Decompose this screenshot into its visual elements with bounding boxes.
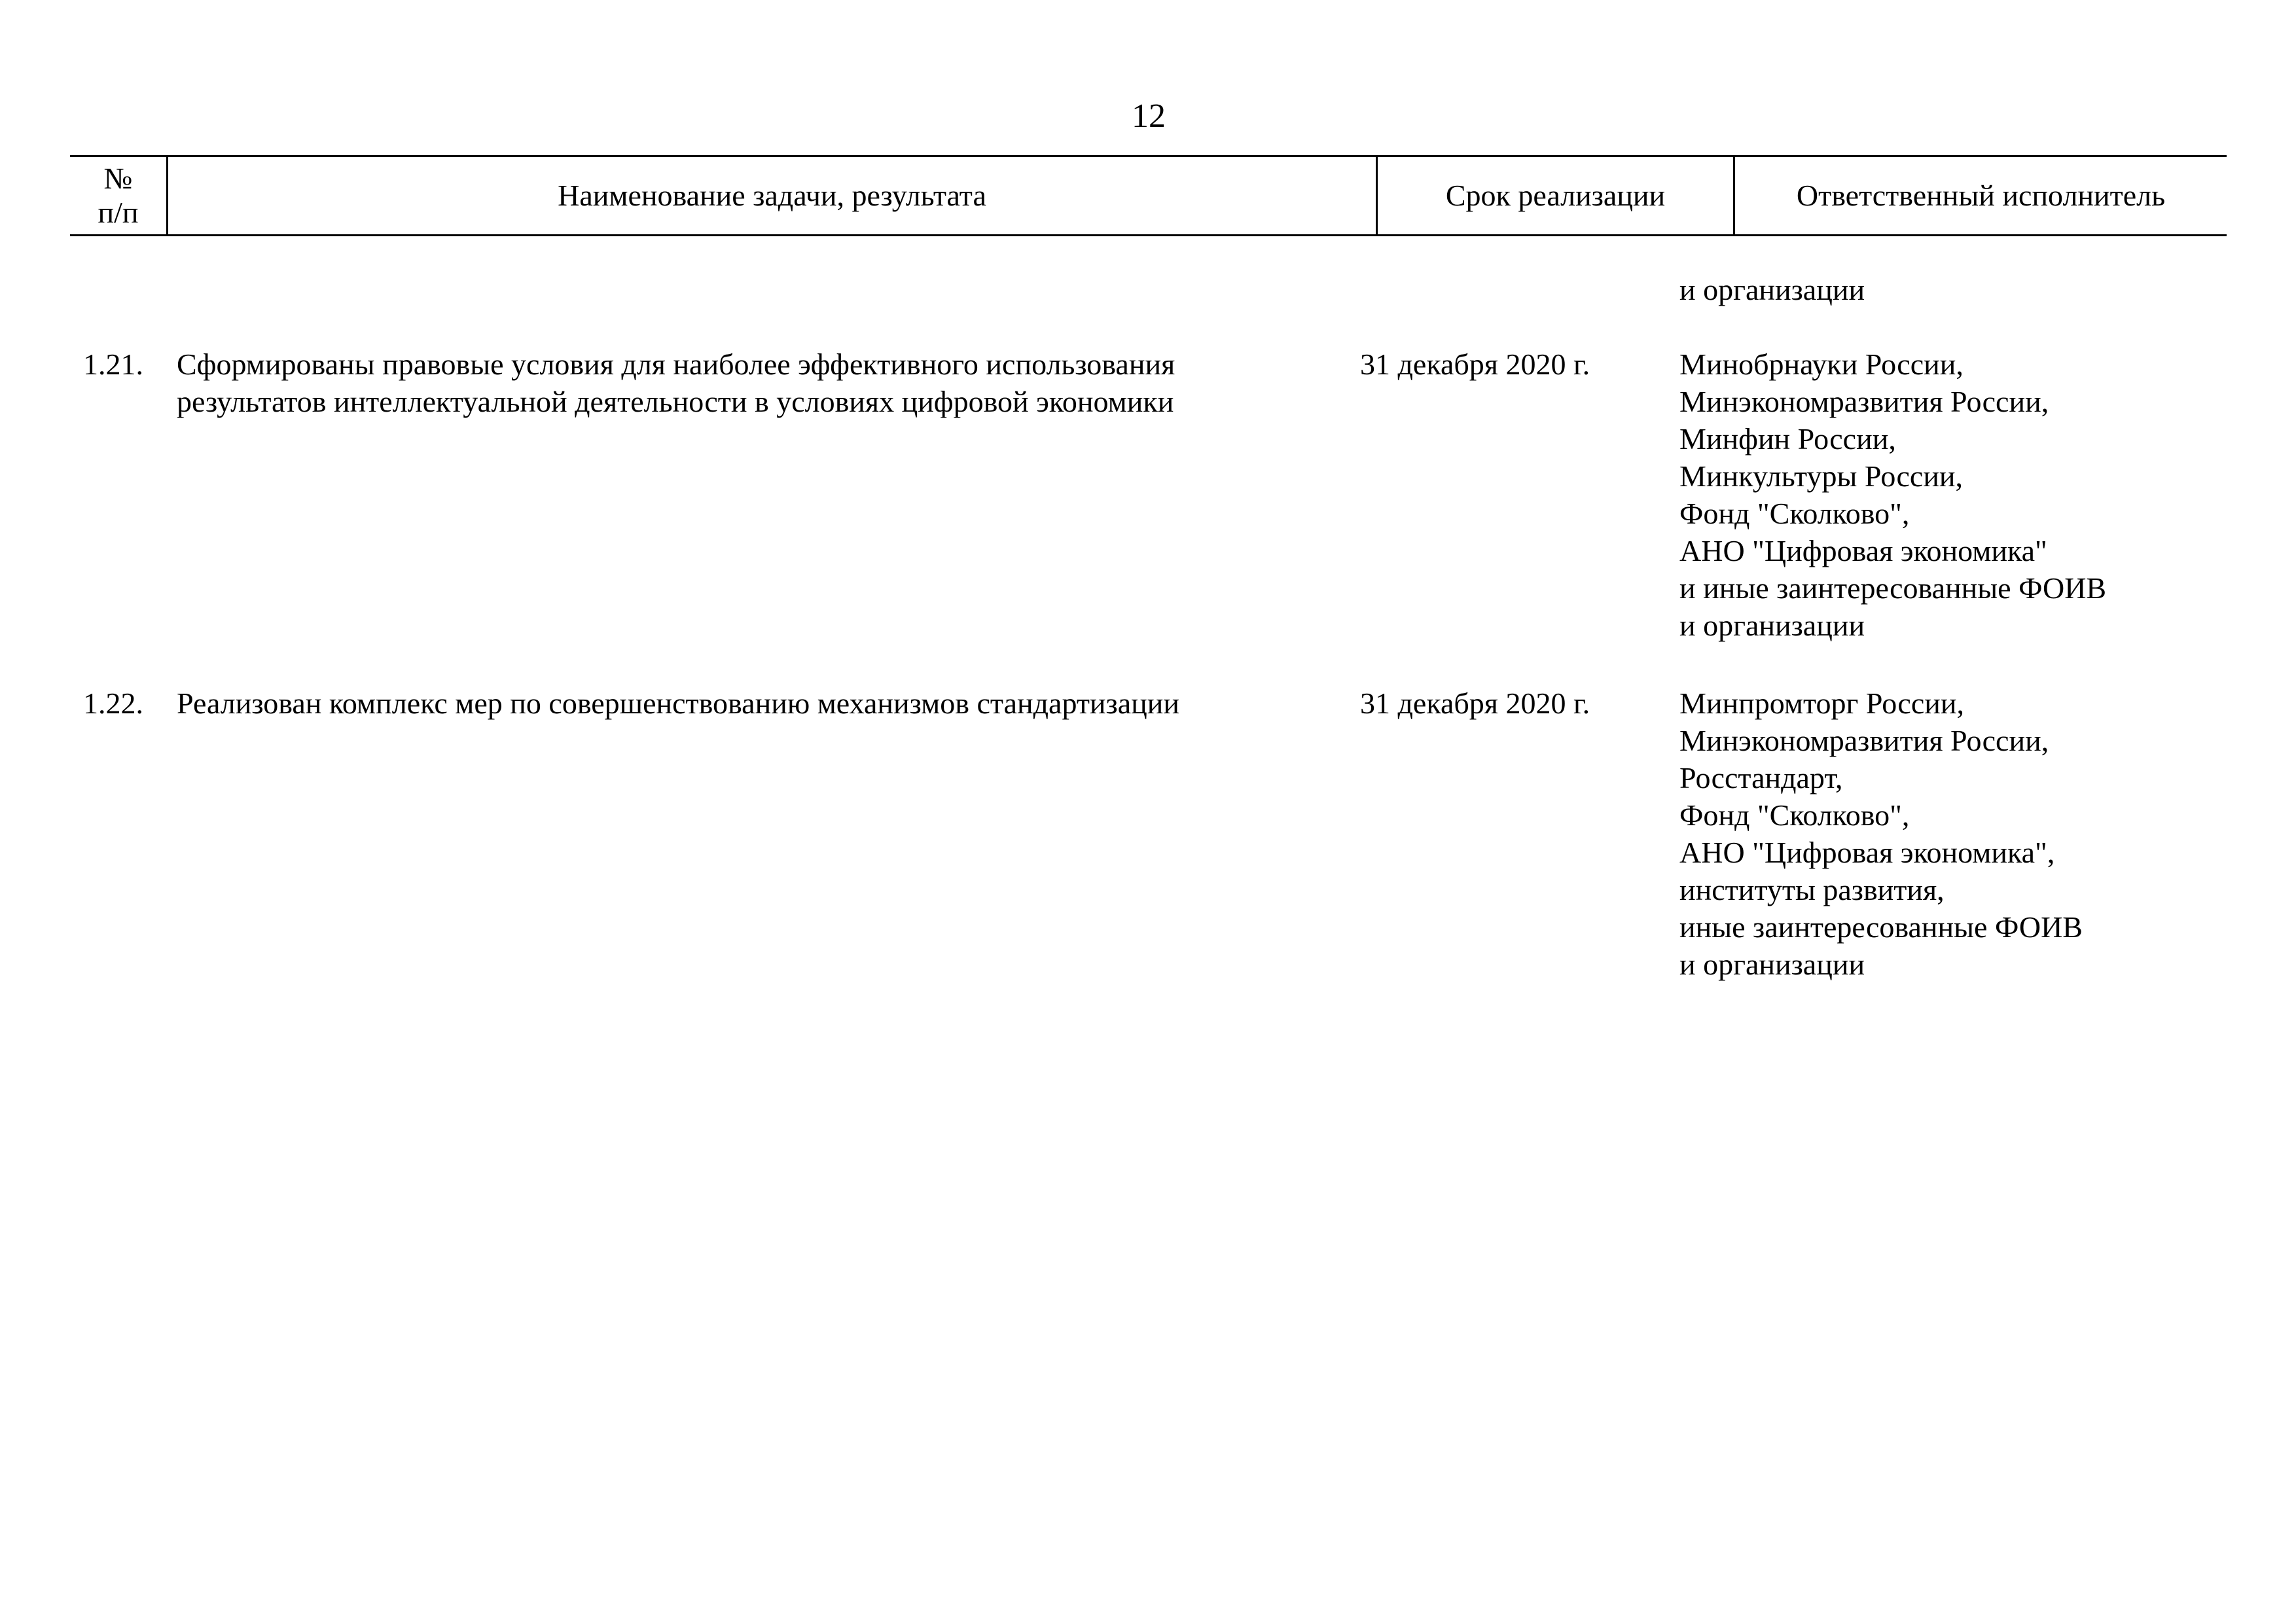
row-number: 1.21. [83, 348, 143, 381]
responsible-line: иные заинтересованные ФОИВ [1679, 910, 2083, 944]
responsible-line: Минэкономразвития России, [1679, 724, 2049, 757]
responsible-line: Фонд "Сколково", [1679, 798, 1910, 832]
page-number: 12 [1132, 98, 1166, 135]
row-task [177, 685, 1179, 722]
continuation-responsible [1679, 271, 1865, 308]
responsible-line: Минэкономразвития России, [1679, 385, 2049, 418]
table-header [70, 155, 2227, 236]
responsible-line: Минпромторг России, [1679, 687, 1965, 720]
responsible-line: АНО "Цифровая экономика" [1679, 534, 2047, 567]
row-responsible [1679, 346, 2106, 644]
responsible-line: и организации [1679, 273, 1865, 306]
row-deadline: 31 декабря 2020 г. [1360, 687, 1590, 720]
responsible-line: Минкультуры России, [1679, 459, 1964, 493]
row-number: 1.22. [83, 687, 143, 720]
responsible-line: АНО "Цифровая экономика", [1679, 836, 2055, 869]
responsible-line: Минобрнауки России, [1679, 348, 1964, 381]
task-line: Сформированы правовые условия для наиболее эффективного использования [177, 348, 1175, 381]
responsible-line: Минфин России, [1679, 422, 1896, 455]
task-line: результатов интеллектуальной деятельности в условиях цифровой экономики [177, 385, 1174, 418]
row-deadline: 31 декабря 2020 г. [1360, 348, 1590, 381]
header-number-line1: № [103, 162, 133, 195]
responsible-line: и организации [1679, 948, 1865, 981]
responsible-line: и организации [1679, 609, 1865, 642]
responsible-line: Фонд "Сколково", [1679, 497, 1910, 530]
responsible-line: и иные заинтересованные ФОИВ [1679, 571, 2107, 605]
header-number-line2: п/п [98, 196, 139, 229]
header-number [70, 157, 166, 234]
row-responsible [1679, 685, 2083, 983]
responsible-line: Росстандарт, [1679, 761, 1843, 794]
header-task: Наименование задачи, результата [558, 179, 986, 212]
responsible-line: институты развития, [1679, 873, 1945, 906]
header-responsible: Ответственный исполнитель [1796, 179, 2166, 212]
header-deadline: Срок реализации [1445, 179, 1666, 212]
row-task [177, 346, 1175, 420]
task-line: Реализован комплекс мер по совершенствованию механизмов стандартизации [177, 687, 1179, 720]
